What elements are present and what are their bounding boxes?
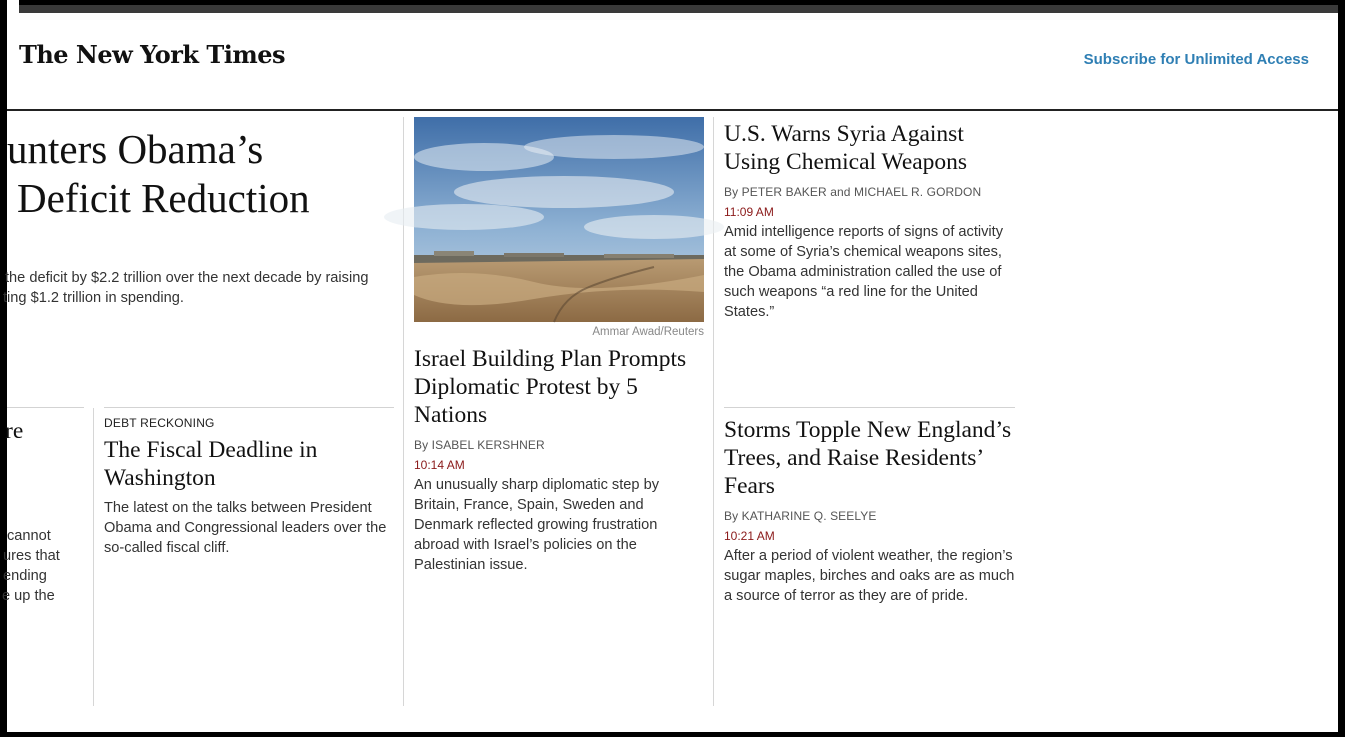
byline-prefix: By — [724, 185, 739, 199]
window-corner — [7, 0, 19, 13]
fiscal-story-headline[interactable]: The Fiscal Deadline in Washington — [104, 437, 318, 491]
byline-author-1[interactable]: PETER BAKER — [741, 185, 827, 199]
byline-author[interactable]: ISABEL KERSHNER — [431, 438, 545, 452]
partial-summary-line-2: ures that — [3, 548, 60, 564]
syria-story-headline[interactable]: U.S. Warns Syria Against Using Chemical Weapons — [724, 121, 968, 175]
partial-story-summary — [1, 526, 60, 606]
lead-headline-line-2: Deficit Reduction — [17, 175, 310, 221]
column-divider-2 — [403, 117, 404, 706]
israel-story-headline[interactable]: Israel Building Plan Prompts Diplomatic Protest by 5 Nations — [414, 346, 687, 428]
window-top-bar — [19, 5, 1338, 13]
section-divider-right — [724, 407, 1015, 408]
byline-author-2[interactable]: MICHAEL R. GORDON — [853, 185, 982, 199]
storms-story-summary: After a period of violent weather, the region’s sugar maples, birches and oaks are as much a source of terror as they are of pride. — [724, 548, 1015, 604]
lead-summary-line-2: ting $1.2 trillion in spending. — [3, 290, 184, 306]
app-screen — [2, 13, 1338, 732]
storms-story-headline[interactable]: Storms Topple New England’s Trees, and Raise Residents’ Fears — [724, 417, 1012, 499]
lead-headline-line-1: unters Obama’s — [7, 126, 264, 172]
lead-story-summary — [5, 268, 397, 308]
nyt-logo[interactable]: The New York Times — [19, 40, 285, 69]
partial-summary-line-3: ending — [3, 568, 47, 584]
syria-story-byline — [724, 185, 981, 199]
column-divider-3 — [713, 117, 714, 706]
byline-prefix: By — [414, 438, 429, 452]
byline-prefix: By — [724, 509, 739, 523]
section-divider-left — [7, 407, 84, 408]
section-divider-fiscal — [104, 407, 394, 408]
subscribe-link[interactable]: Subscribe for Unlimited Access — [1083, 51, 1309, 68]
israel-story-photo[interactable] — [414, 117, 704, 322]
israel-story-summary: An unusually sharp diplomatic step by Britain, France, Spain, Sweden and Denmark reflected growing frustration abroad with Israel’s policies on the Palestinian issue. — [414, 477, 659, 573]
storms-story-timestamp: 10:21 AM — [724, 529, 775, 543]
byline-and: and — [830, 185, 851, 199]
israel-story-byline — [414, 438, 545, 452]
partial-story-headline[interactable]: re — [5, 418, 24, 444]
lead-story-headline[interactable] — [0, 125, 395, 223]
partial-summary-line-4: e up the — [2, 588, 55, 604]
landscape-photo — [414, 117, 704, 322]
column-divider-1 — [93, 408, 94, 706]
storms-story-byline — [724, 509, 876, 523]
photo-credit: Ammar Awad/Reuters — [592, 326, 704, 338]
lead-summary-line-1: the deficit by $2.2 trillion over the next decade by raising — [5, 270, 369, 286]
masthead-divider — [7, 109, 1338, 111]
byline-author[interactable]: KATHARINE Q. SEELYE — [741, 509, 877, 523]
syria-story-summary: Amid intelligence reports of signs of activity at some of Syria’s chemical weapons sites, the Obama administration called the use of such weapons “a red line for the United States.” — [724, 224, 1004, 320]
israel-story-timestamp: 10:14 AM — [414, 458, 465, 472]
fiscal-story-summary: The latest on the talks between President Obama and Congressional leaders over the so-called fiscal cliff. — [104, 500, 387, 556]
partial-summary-line-1: cannot — [7, 528, 51, 544]
story-kicker[interactable]: DEBT RECKONING — [104, 416, 215, 430]
syria-story-timestamp: 11:09 AM — [724, 205, 774, 219]
